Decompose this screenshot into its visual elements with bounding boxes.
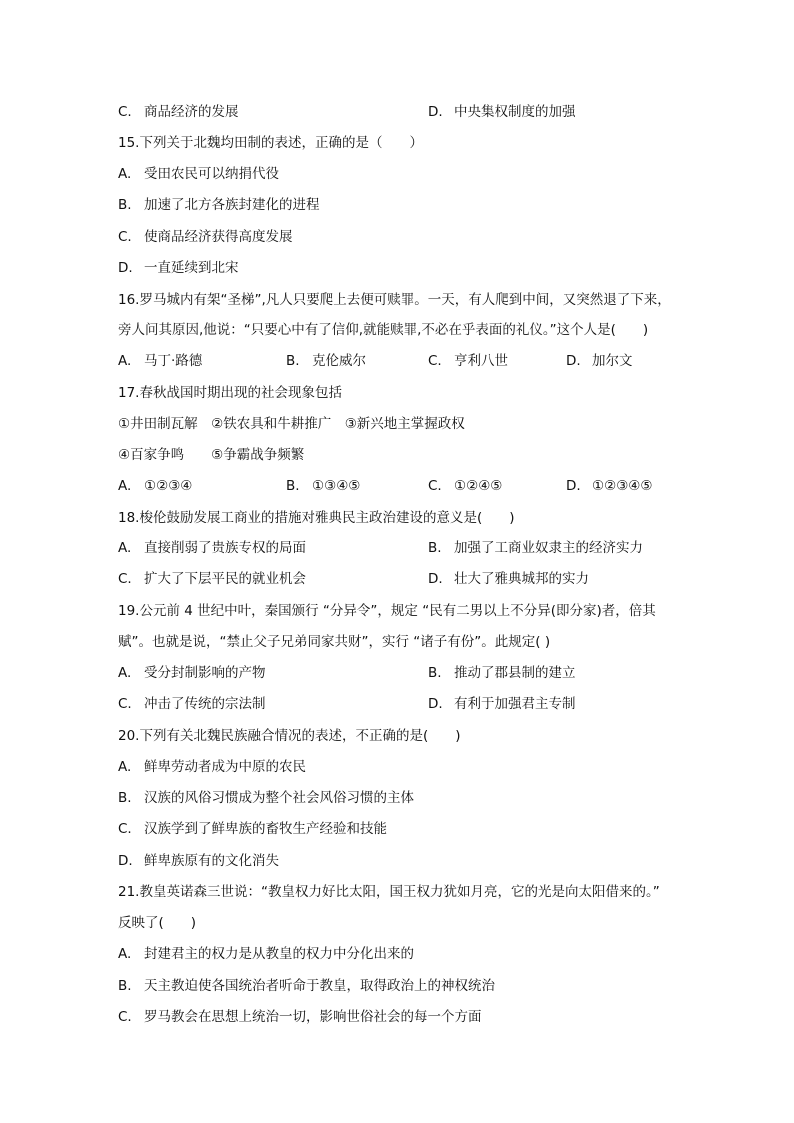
- question-text-line: 16.罗马城内有架“圣梯”,凡人只要爬上去便可赎罪。一天，有人爬到中间，又突然退了下来，: [118, 292, 671, 308]
- option-letter: D.: [566, 353, 581, 369]
- answer-option: [118, 944, 414, 964]
- question-text-line: 17.春秋战国时期出现的社会现象包括: [118, 385, 342, 401]
- option-letter: B.: [118, 978, 132, 994]
- answer-option: [566, 351, 633, 371]
- answer-option: [118, 164, 279, 184]
- option-letter: C.: [118, 229, 132, 245]
- option-letter: D.: [566, 478, 581, 494]
- option-text: 受分封制影响的产物: [144, 665, 266, 681]
- option-text: 克伦威尔: [312, 353, 366, 369]
- question-text-line: 20.下列有关北魏民族融合情况的表述，不正确的是( ): [118, 728, 461, 744]
- option-text: 使商品经济获得高度发展: [144, 229, 293, 245]
- option-text: 壮大了雅典城邦的实力: [454, 571, 589, 587]
- answer-option: [118, 476, 192, 496]
- option-text: ①②③④: [144, 478, 193, 494]
- option-text: 直接削弱了贵族专权的局面: [144, 540, 306, 556]
- option-letter: A.: [118, 946, 132, 962]
- option-text: 汉族学到了鲜卑族的畜牧生产经验和技能: [144, 821, 387, 837]
- option-text: 有利于加强君主专制: [454, 696, 576, 712]
- option-letter: D.: [118, 853, 133, 869]
- answer-option: [428, 351, 508, 371]
- option-letter: A.: [118, 166, 132, 182]
- question-text-line: 反映了( ): [118, 915, 197, 931]
- answer-option: [428, 694, 576, 714]
- option-letter: C.: [118, 821, 132, 837]
- option-letter: C.: [118, 696, 132, 712]
- option-letter: D.: [428, 571, 443, 587]
- answer-option: [428, 569, 589, 589]
- answer-option: [118, 351, 202, 371]
- question-text-line: 旁人问其原因,他说：“只要心中有了信仰,就能赎罪,不必在乎表面的礼仪。”这个人是( ): [118, 322, 649, 338]
- option-letter: D.: [428, 104, 443, 120]
- option-letter: B.: [428, 665, 442, 681]
- option-text: ①②④⑤: [454, 478, 503, 494]
- question-text-line: 18.梭伦鼓励发展工商业的措施对雅典民主政治建设的意义是( ): [118, 510, 515, 526]
- option-letter: B.: [428, 540, 442, 556]
- option-text: 加速了北方各族封建化的进程: [144, 197, 320, 213]
- option-text: 冲击了传统的宗法制: [144, 696, 266, 712]
- option-letter: C.: [118, 104, 132, 120]
- option-letter: D.: [118, 260, 133, 276]
- answer-option: [118, 788, 414, 808]
- question-text-line: ④百家争鸣 ⑤争霸战争频繁: [118, 447, 305, 463]
- option-text: 马丁·路德: [144, 353, 203, 369]
- option-letter: A.: [118, 540, 132, 556]
- question-text-line: 赋”。也就是说，“禁止父子兄弟同家共财”，实行 “诸子有份”。此规定( ): [118, 634, 551, 650]
- question-text-line: ①井田制瓦解 ②铁农具和牛耕推广 ③新兴地主掌握政权: [118, 416, 465, 432]
- option-text: 加尔文: [592, 353, 633, 369]
- option-letter: C.: [118, 571, 132, 587]
- option-text: 扩大了下层平民的就业机会: [144, 571, 306, 587]
- option-letter: A.: [118, 665, 132, 681]
- answer-option: [428, 102, 576, 122]
- answer-option: [286, 351, 366, 371]
- answer-option: [566, 476, 653, 496]
- answer-option: [428, 538, 643, 558]
- answer-option: [118, 694, 266, 714]
- option-letter: A.: [118, 353, 132, 369]
- option-letter: C.: [428, 353, 442, 369]
- option-text: 商品经济的发展: [144, 104, 239, 120]
- option-text: ①②③④⑤: [592, 478, 653, 494]
- answer-option: [286, 476, 360, 496]
- answer-option: [118, 976, 495, 996]
- answer-option: [118, 227, 293, 247]
- option-text: 罗马教会在思想上统治一切，影响世俗社会的每一个方面: [144, 1009, 482, 1025]
- question-text-line: 19.公元前 4 世纪中叶，秦国颁行 “分异令”，规定 “民有二男以上不分异(即分家)者，倍其: [118, 603, 656, 619]
- answer-option: [118, 195, 320, 215]
- option-letter: B.: [118, 790, 132, 806]
- option-text: ①③④⑤: [312, 478, 361, 494]
- answer-option: [118, 819, 387, 839]
- answer-option: [118, 663, 266, 683]
- option-letter: C.: [118, 1009, 132, 1025]
- option-text: 中央集权制度的加强: [454, 104, 576, 120]
- option-text: 天主教迫使各国统治者听命于教皇，取得政治上的神权统治: [144, 978, 495, 994]
- answer-option: [428, 663, 576, 683]
- option-letter: B.: [286, 478, 300, 494]
- option-letter: B.: [118, 197, 132, 213]
- option-letter: D.: [428, 696, 443, 712]
- option-text: 汉族的风俗习惯成为整个社会风俗习惯的主体: [144, 790, 414, 806]
- answer-option: [118, 757, 306, 777]
- answer-option: [118, 258, 239, 278]
- option-text: 鲜卑族原有的文化消失: [144, 853, 279, 869]
- option-text: 鲜卑劳动者成为中原的农民: [144, 759, 306, 775]
- option-letter: A.: [118, 478, 132, 494]
- answer-option: [118, 569, 306, 589]
- option-text: 推动了郡县制的建立: [454, 665, 576, 681]
- option-text: 受田农民可以纳捐代役: [144, 166, 279, 182]
- answer-option: [428, 476, 502, 496]
- question-text-line: 15.下列关于北魏均田制的表述，正确的是（ ）: [118, 135, 423, 151]
- answer-option: [118, 538, 306, 558]
- option-text: 亨利八世: [454, 353, 508, 369]
- answer-option: [118, 851, 279, 871]
- option-letter: C.: [428, 478, 442, 494]
- option-text: 封建君主的权力是从教皇的权力中分化出来的: [144, 946, 414, 962]
- question-text-line: 21.教皇英诺森三世说：“教皇权力好比太阳，国王权力犹如月亮，它的光是向太阳借来的。”: [118, 884, 660, 900]
- option-text: 一直延续到北宋: [144, 260, 239, 276]
- option-letter: B.: [286, 353, 300, 369]
- answer-option: [118, 1007, 482, 1027]
- answer-option: [118, 102, 239, 122]
- option-letter: A.: [118, 759, 132, 775]
- option-text: 加强了工商业奴隶主的经济实力: [454, 540, 643, 556]
